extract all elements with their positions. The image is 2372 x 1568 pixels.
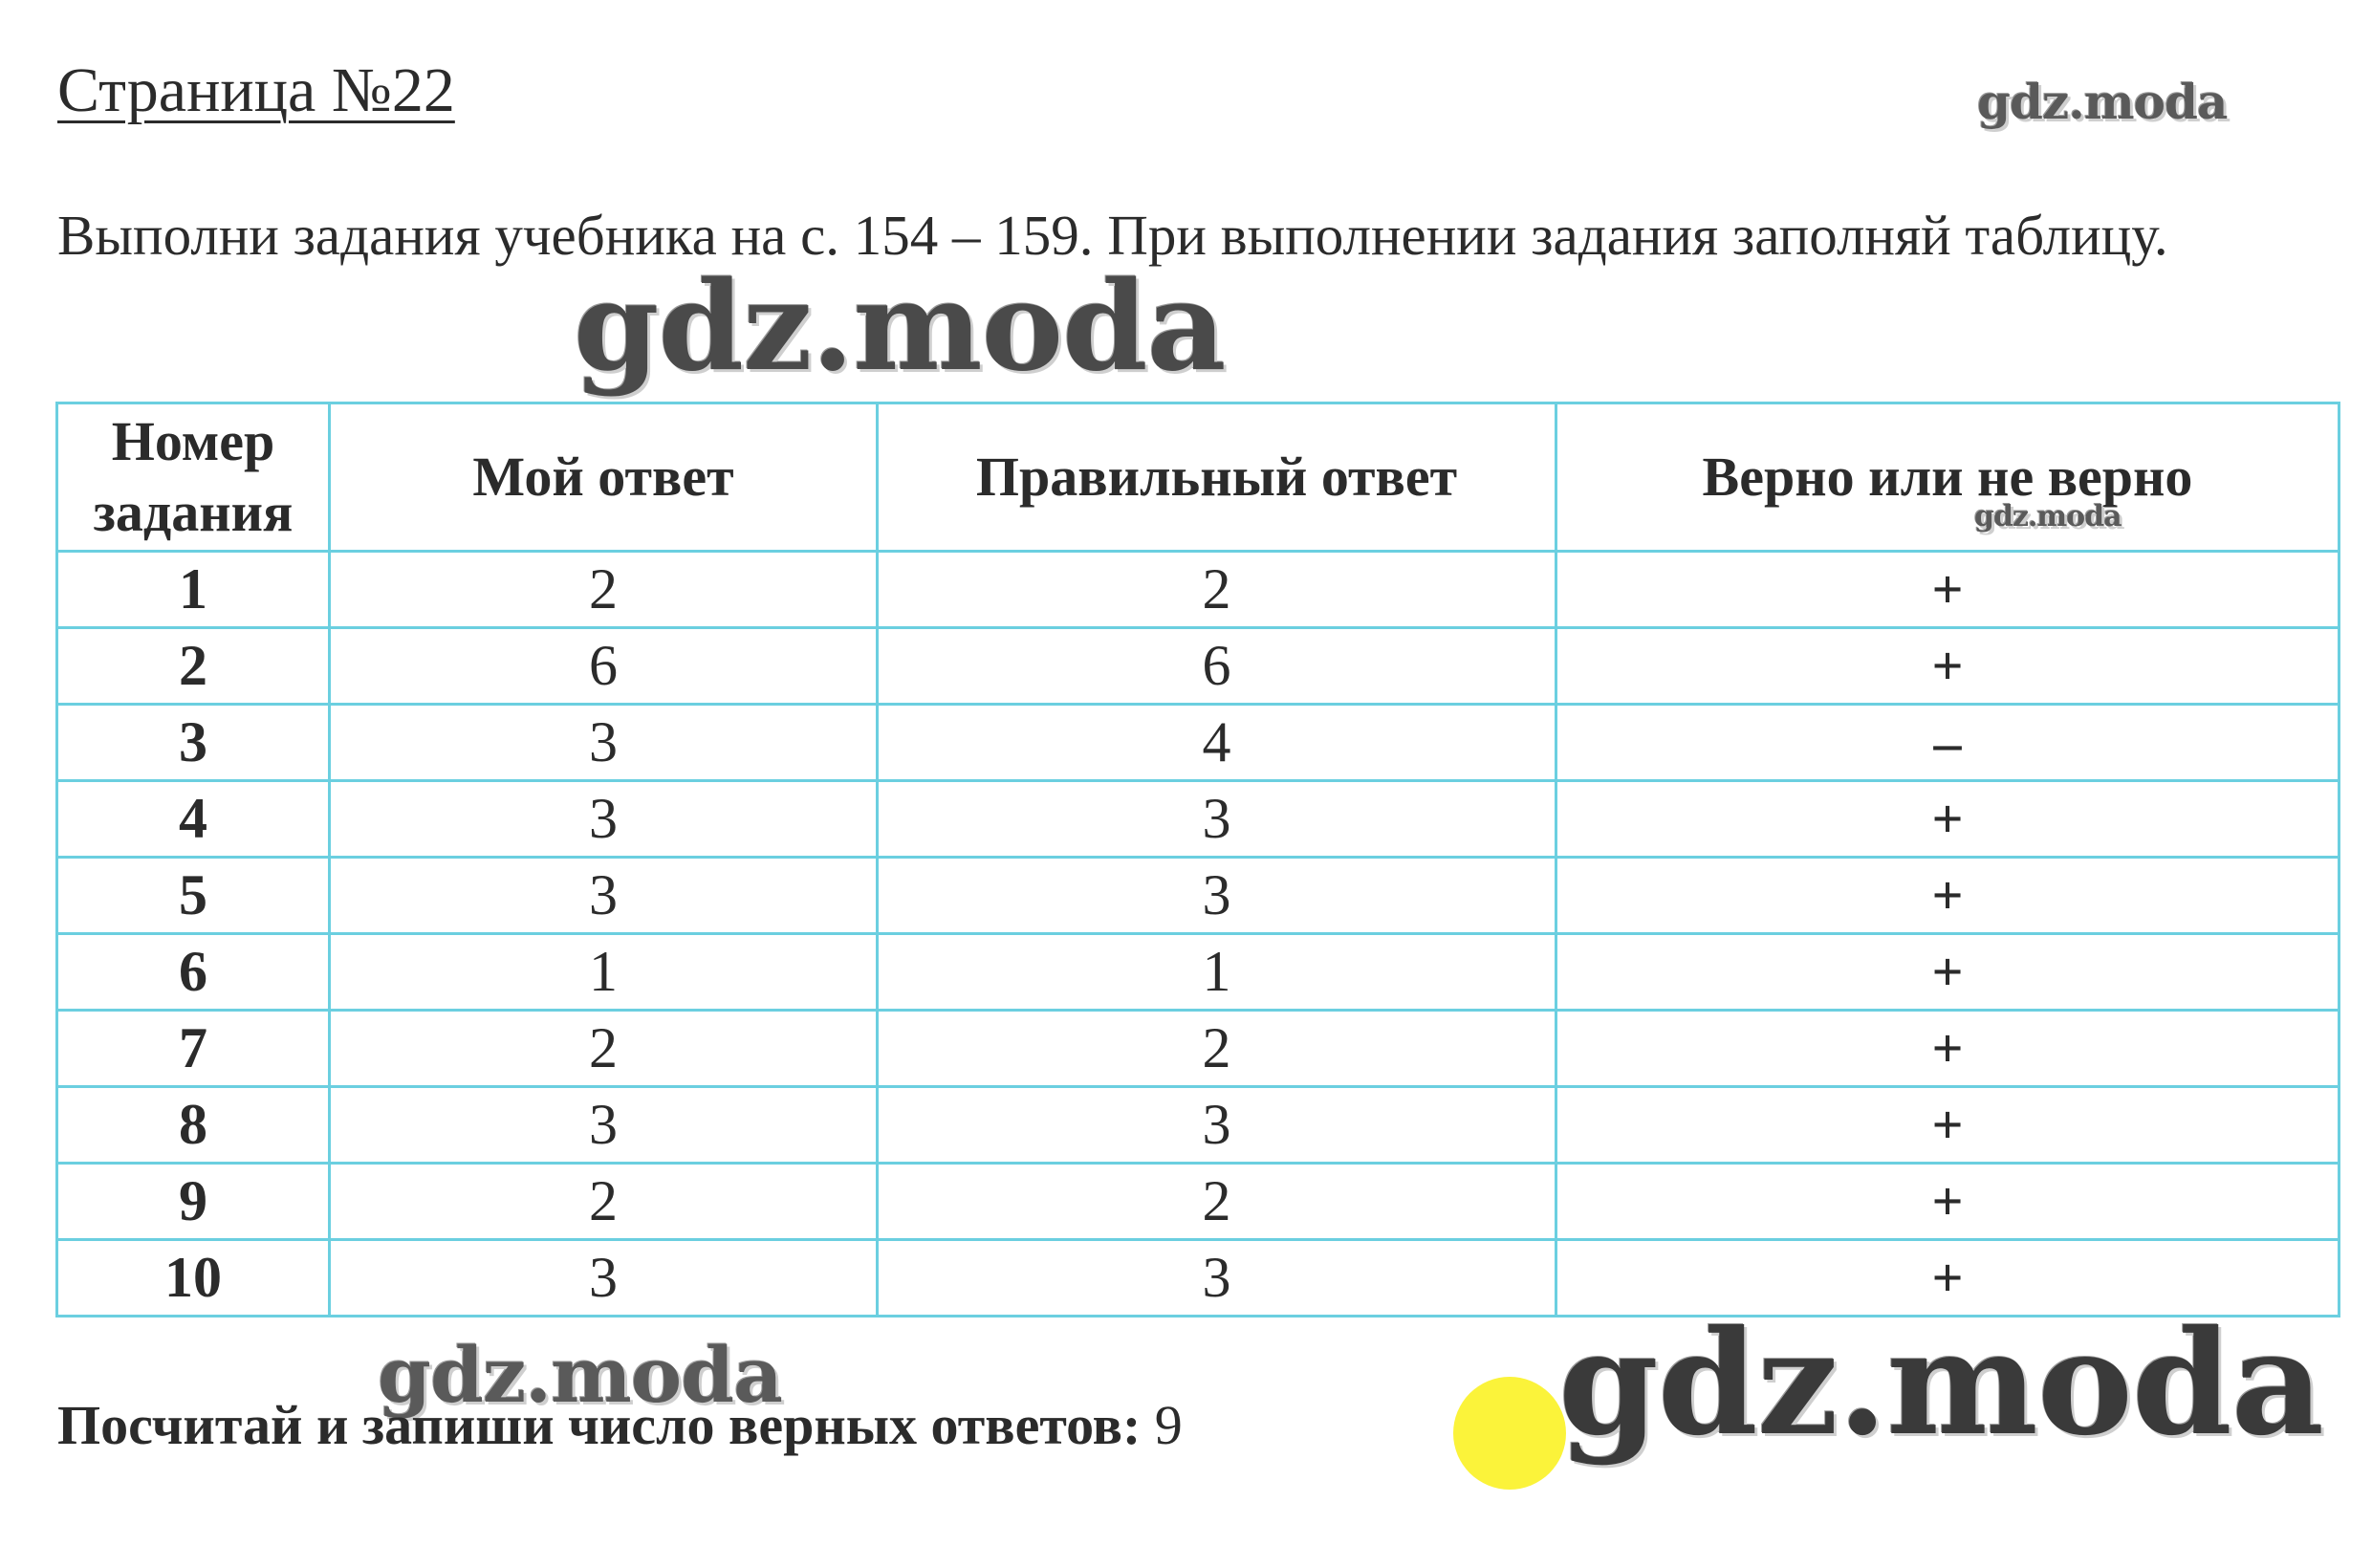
table-row — [57, 934, 2339, 1011]
task-number-cell: 5 — [57, 858, 330, 934]
correct-answer-cell: 1 — [878, 934, 1556, 1011]
verdict-cell: + — [1556, 858, 2339, 934]
correct-answer-cell: 3 — [878, 1240, 1556, 1317]
my-answer-cell: 2 — [330, 1164, 878, 1240]
correct-answer-cell: 3 — [878, 1087, 1556, 1164]
verdict-cell: + — [1556, 1240, 2339, 1317]
correct-answer-cell: 2 — [878, 1011, 1556, 1087]
my-answer-cell: 3 — [330, 858, 878, 934]
task-number-cell: 3 — [57, 705, 330, 781]
my-answer-cell: 3 — [330, 781, 878, 858]
header-right-or-wrong: Верно или не верно — [1556, 403, 2339, 552]
task-number-cell: 9 — [57, 1164, 330, 1240]
task-number-cell: 2 — [57, 628, 330, 705]
verdict-cell: + — [1556, 628, 2339, 705]
table-row — [57, 1011, 2339, 1087]
answers-table — [55, 402, 2340, 1318]
highlight-marker-dot — [1453, 1377, 1566, 1490]
table-row — [57, 1087, 2339, 1164]
correct-count-label: Посчитай и запиши число верных ответов: — [57, 1394, 1142, 1456]
task-number-cell: 6 — [57, 934, 330, 1011]
task-number-cell: 4 — [57, 781, 330, 858]
my-answer-cell: 6 — [330, 628, 878, 705]
my-answer-cell: 2 — [330, 1011, 878, 1087]
correct-count-value: 9 — [1154, 1394, 1183, 1456]
task-number-cell: 7 — [57, 1011, 330, 1087]
header-correct-answer: Правильный ответ — [878, 403, 1556, 552]
my-answer-cell: 3 — [330, 705, 878, 781]
verdict-cell: + — [1556, 1011, 2339, 1087]
table-row — [57, 781, 2339, 858]
verdict-cell: + — [1556, 1164, 2339, 1240]
verdict-cell: + — [1556, 552, 2339, 628]
watermark-logo: gdz.moda — [378, 1330, 782, 1420]
my-answer-cell: 3 — [330, 1087, 878, 1164]
watermark-logo: gdz.moda — [574, 255, 1226, 399]
my-answer-cell: 3 — [330, 1240, 878, 1317]
correct-answer-cell: 3 — [878, 858, 1556, 934]
verdict-cell: + — [1556, 934, 2339, 1011]
task-number-cell: 8 — [57, 1087, 330, 1164]
verdict-cell: + — [1556, 781, 2339, 858]
header-my-answer: Мой ответ — [330, 403, 878, 552]
table-row — [57, 628, 2339, 705]
watermark-logo: gdz.moda — [1974, 500, 2122, 534]
watermark-logo: gdz.moda — [1558, 1299, 2324, 1468]
correct-answer-cell: 4 — [878, 705, 1556, 781]
my-answer-cell: 2 — [330, 552, 878, 628]
correct-answer-cell: 2 — [878, 1164, 1556, 1240]
correct-answer-cell: 3 — [878, 781, 1556, 858]
task-number-cell: 10 — [57, 1240, 330, 1317]
correct-answer-cell: 6 — [878, 628, 1556, 705]
table-row — [57, 858, 2339, 934]
watermark-logo: gdz.moda — [1977, 74, 2228, 130]
verdict-cell: + — [1556, 1087, 2339, 1164]
correct-answer-cell: 2 — [878, 552, 1556, 628]
table-row — [57, 705, 2339, 781]
verdict-cell: – — [1556, 705, 2339, 781]
correct-count-line — [57, 1394, 1183, 1456]
header-task-number: Номер задания — [57, 403, 330, 552]
table-row — [57, 552, 2339, 628]
task-instruction: Выполни задания учебника на с. 154 – 159. При выполнении задания заполняй таблицу. — [57, 204, 2168, 267]
page-title: Страница №22 — [57, 55, 455, 125]
table-row — [57, 1164, 2339, 1240]
my-answer-cell: 1 — [330, 934, 878, 1011]
task-number-cell: 1 — [57, 552, 330, 628]
